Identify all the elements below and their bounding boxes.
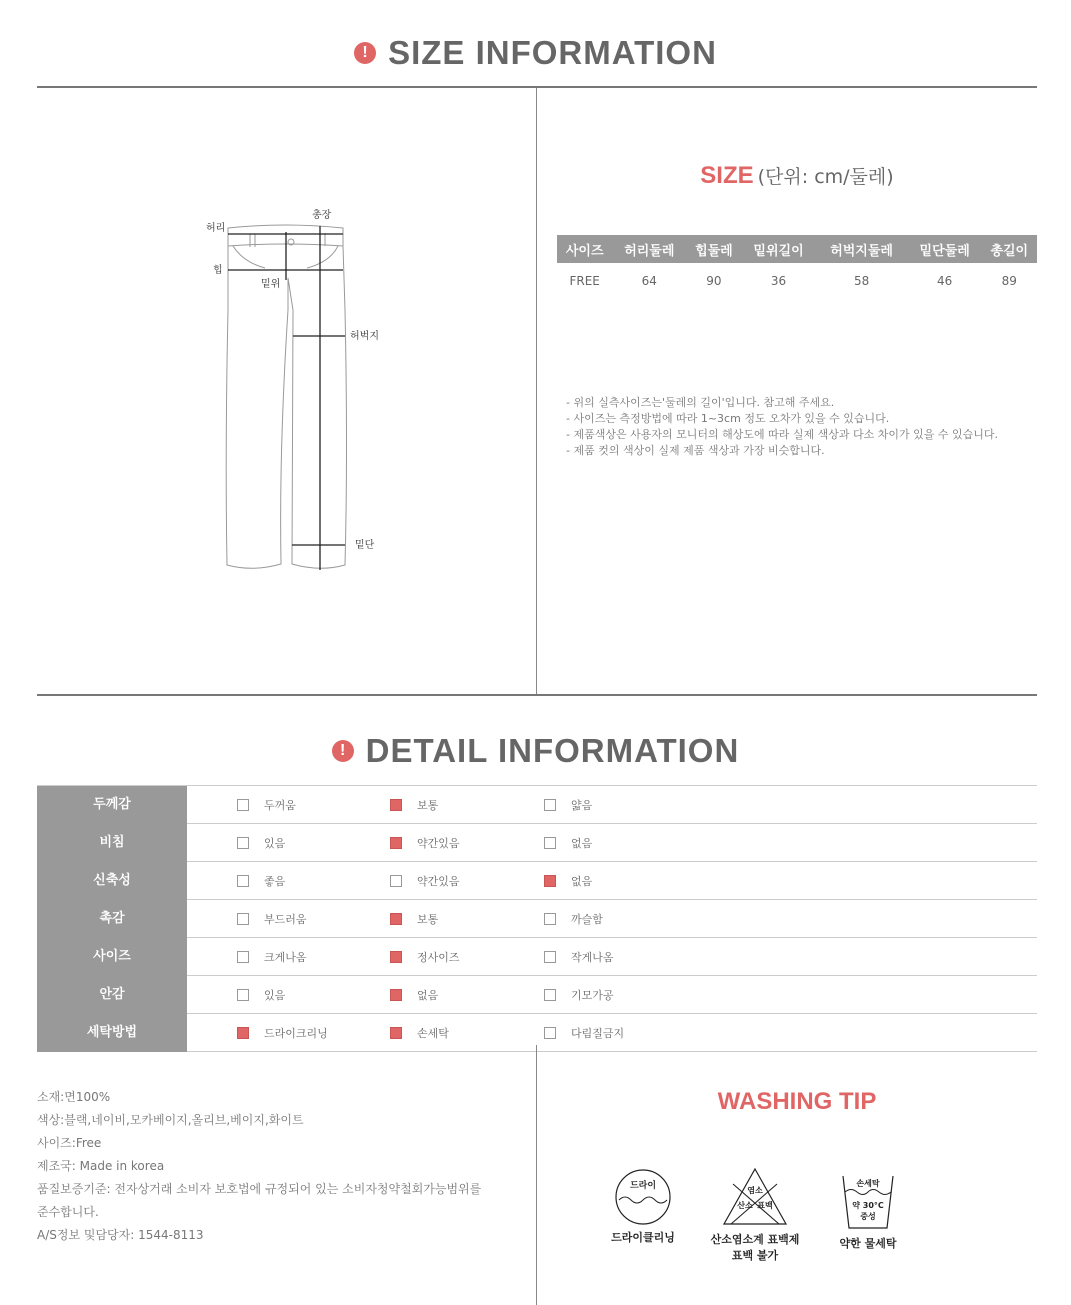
no-bleach-icon-block: [709, 1166, 801, 1263]
hand-wash-symbol-text: 중성: [860, 1212, 876, 1221]
detail-option[interactable]: [390, 1025, 449, 1041]
exclamation-icon: !: [332, 740, 354, 762]
detail-option-label: 까슬함: [571, 913, 603, 926]
info-line: 제조국: Made in korea: [37, 1159, 165, 1173]
detail-option[interactable]: [390, 873, 460, 889]
column-header: 총길이: [982, 235, 1037, 263]
washing-tip-title: WASHING TIP: [717, 1088, 877, 1115]
table-row: [557, 263, 1037, 299]
table-cell: 64: [641, 274, 657, 288]
detail-option-label: 없음: [571, 837, 593, 850]
divider: [37, 694, 1037, 696]
hand-wash-icon: [837, 1172, 899, 1232]
detail-option-label: 좋음: [264, 875, 286, 888]
checkbox-unchecked[interactable]: [237, 837, 249, 849]
bleach-symbol-text: 산소: [737, 1201, 753, 1210]
checkbox-unchecked[interactable]: [237, 799, 249, 811]
detail-option[interactable]: [390, 835, 460, 851]
checkbox-checked[interactable]: [390, 913, 402, 925]
checkbox-checked[interactable]: [390, 989, 402, 1001]
detail-option[interactable]: [237, 949, 307, 965]
detail-table: [37, 785, 1037, 1052]
checkbox-unchecked[interactable]: [237, 913, 249, 925]
note-line: - 위의 실측사이즈는'둘레의 길이'입니다. 참고해 주세요.: [566, 396, 835, 409]
size-unit-label: (단위: cm/둘레): [757, 166, 894, 188]
detail-option[interactable]: [544, 873, 592, 889]
detail-option-label: 없음: [417, 989, 439, 1002]
column-header: 밑위길이: [742, 235, 816, 263]
checkbox-unchecked[interactable]: [544, 951, 556, 963]
note-line: - 사이즈는 측정방법에 따라 1~3cm 정도 오차가 있을 수 있습니다.: [566, 412, 890, 425]
checkbox-unchecked[interactable]: [544, 1027, 556, 1039]
info-line: 사이즈:Free: [37, 1136, 102, 1150]
detail-option[interactable]: [237, 835, 285, 851]
detail-row: [37, 938, 1037, 976]
pants-measurement-diagram: [195, 200, 395, 580]
detail-row-label: 신축성: [37, 862, 187, 900]
checkbox-unchecked[interactable]: [237, 989, 249, 1001]
right-leg-shape: [288, 246, 347, 568]
rise-label: 밑위: [261, 279, 281, 290]
detail-option[interactable]: [544, 987, 614, 1003]
checkbox-checked[interactable]: [544, 875, 556, 887]
hem-label: 밑단: [355, 540, 375, 551]
detail-option[interactable]: [237, 911, 307, 927]
dry-clean-icon: [613, 1168, 673, 1226]
info-line: 색상:블랙,네이비,모카베이지,올리브,베이지,화이트: [37, 1113, 304, 1127]
divider: [37, 86, 1037, 88]
detail-option-label: 작게나옴: [571, 951, 614, 964]
checkbox-unchecked[interactable]: [237, 951, 249, 963]
table-cell: 89: [1001, 274, 1017, 288]
size-heading-label: SIZE: [700, 162, 754, 189]
checkbox-unchecked[interactable]: [544, 913, 556, 925]
detail-option[interactable]: [237, 1025, 328, 1041]
detail-option-label: 없음: [571, 875, 593, 888]
table-cell: 36: [770, 274, 787, 288]
hand-wash-caption: 약한 물세탁: [839, 1237, 897, 1250]
detail-row-label: 두께감: [37, 786, 187, 824]
dry-clean-icon-block: [605, 1168, 681, 1245]
detail-option-label: 손세탁: [417, 1027, 449, 1040]
column-header: 힙둘레: [686, 235, 741, 263]
exclamation-icon: !: [354, 42, 376, 64]
column-header: 사이즈: [557, 235, 612, 263]
detail-option-label: 부드러움: [264, 913, 307, 926]
info-line: 소재:면100%: [37, 1090, 111, 1104]
detail-option-label: 드라이크리닝: [264, 1027, 328, 1040]
size-info-header: [0, 34, 1071, 72]
detail-option[interactable]: [390, 911, 438, 927]
detail-row-label: 촉감: [37, 900, 187, 938]
detail-option-label: 약간있음: [417, 875, 460, 888]
checkbox-unchecked[interactable]: [237, 875, 249, 887]
detail-option-label: 있음: [264, 837, 286, 850]
size-table-heading: [557, 162, 1037, 190]
note-line: - 제품 컷의 색상이 실제 제품 색상과 가장 비슷합니다.: [566, 444, 825, 457]
detail-info-header: [0, 732, 1071, 770]
detail-option[interactable]: [390, 797, 438, 813]
detail-option-label: 두꺼움: [264, 799, 296, 812]
no-bleach-caption: 산소염소계 표백제: [710, 1233, 800, 1246]
detail-option-label: 기모가공: [571, 989, 614, 1002]
bleach-symbol-text: 염소: [747, 1186, 763, 1195]
detail-row: [37, 1014, 1037, 1052]
detail-option[interactable]: [390, 949, 460, 965]
size-table-header-row: [557, 235, 1037, 263]
product-info: [37, 1086, 532, 1247]
waist-label: 허리: [206, 223, 226, 234]
column-header: 밑단둘레: [908, 235, 982, 263]
table-cell: 46: [937, 274, 953, 288]
info-line: 준수합니다.: [37, 1205, 99, 1219]
detail-option[interactable]: [544, 911, 603, 927]
detail-row: [37, 862, 1037, 900]
checkbox-checked[interactable]: [390, 1027, 402, 1039]
hip-label: 힙: [213, 265, 223, 276]
table-cell: 58: [853, 274, 870, 288]
hand-wash-symbol-text: 약 30°C: [852, 1201, 884, 1210]
divider: [536, 1045, 537, 1305]
table-cell: FREE: [569, 274, 600, 288]
thigh-label: 허벅지: [350, 331, 379, 342]
column-header: 허리둘레: [612, 235, 686, 263]
bleach-symbol-text: 표백: [757, 1201, 773, 1210]
detail-option[interactable]: [544, 797, 592, 813]
table-cell: 90: [706, 274, 722, 288]
note-line: - 제품색상은 사용자의 모니터의 해상도에 따라 실제 색상과 다소 차이가 있을 수 있습니다.: [566, 428, 998, 441]
dry-clean-symbol-text: 드라이: [629, 1181, 657, 1191]
checkbox-checked[interactable]: [390, 837, 402, 849]
size-info-title: SIZE INFORMATION: [388, 34, 717, 71]
divider: [536, 88, 537, 694]
column-header: 허벅지둘레: [815, 235, 907, 263]
detail-option-label: 있음: [264, 989, 286, 1002]
detail-info-title: DETAIL INFORMATION: [365, 732, 740, 769]
detail-option[interactable]: [237, 987, 285, 1003]
detail-option[interactable]: [237, 873, 285, 889]
detail-row: [37, 976, 1037, 1014]
detail-option[interactable]: [544, 835, 592, 851]
detail-row: [37, 785, 1037, 824]
detail-option-label: 정사이즈: [417, 951, 460, 964]
checkbox-checked[interactable]: [390, 799, 402, 811]
detail-row: [37, 824, 1037, 862]
hand-wash-symbol-text: 손세탁: [856, 1179, 880, 1188]
checkbox-checked[interactable]: [390, 951, 402, 963]
detail-row: [37, 900, 1037, 938]
hand-wash-icon-block: [830, 1172, 906, 1251]
no-bleach-icon: [721, 1166, 789, 1228]
detail-row-label: 비침: [37, 824, 187, 862]
detail-row-label: 사이즈: [37, 938, 187, 976]
detail-option-label: 다림질금지: [571, 1027, 625, 1040]
detail-option[interactable]: [544, 949, 614, 965]
checkbox-checked[interactable]: [237, 1027, 249, 1039]
detail-option[interactable]: [237, 797, 296, 813]
total-length-label: 총장: [312, 210, 332, 221]
checkbox-unchecked[interactable]: [390, 875, 402, 887]
info-line: A/S정보 및담당자: 1544-8113: [37, 1228, 204, 1242]
size-table: [557, 235, 1037, 299]
detail-option-label: 얇음: [571, 799, 593, 812]
detail-row-label: 세탁방법: [37, 1014, 187, 1052]
detail-option-label: 보통: [417, 799, 439, 812]
checkbox-unchecked[interactable]: [544, 799, 556, 811]
left-leg-shape: [226, 246, 288, 568]
checkbox-unchecked[interactable]: [544, 989, 556, 1001]
detail-option-label: 크게나옴: [264, 951, 307, 964]
detail-row-label: 안감: [37, 976, 187, 1014]
size-notes: [566, 395, 998, 459]
checkbox-unchecked[interactable]: [544, 837, 556, 849]
detail-option[interactable]: [544, 1025, 624, 1041]
dry-clean-caption: 드라이클리닝: [611, 1231, 675, 1244]
no-bleach-caption: 표백 불가: [731, 1249, 779, 1262]
detail-option-label: 보통: [417, 913, 439, 926]
info-line: 품질보증기준: 전자상거래 소비자 보호법에 규정되어 있는 소비자청약철회가능범위를: [37, 1182, 482, 1196]
detail-option[interactable]: [390, 987, 438, 1003]
detail-option-label: 약간있음: [417, 837, 460, 850]
